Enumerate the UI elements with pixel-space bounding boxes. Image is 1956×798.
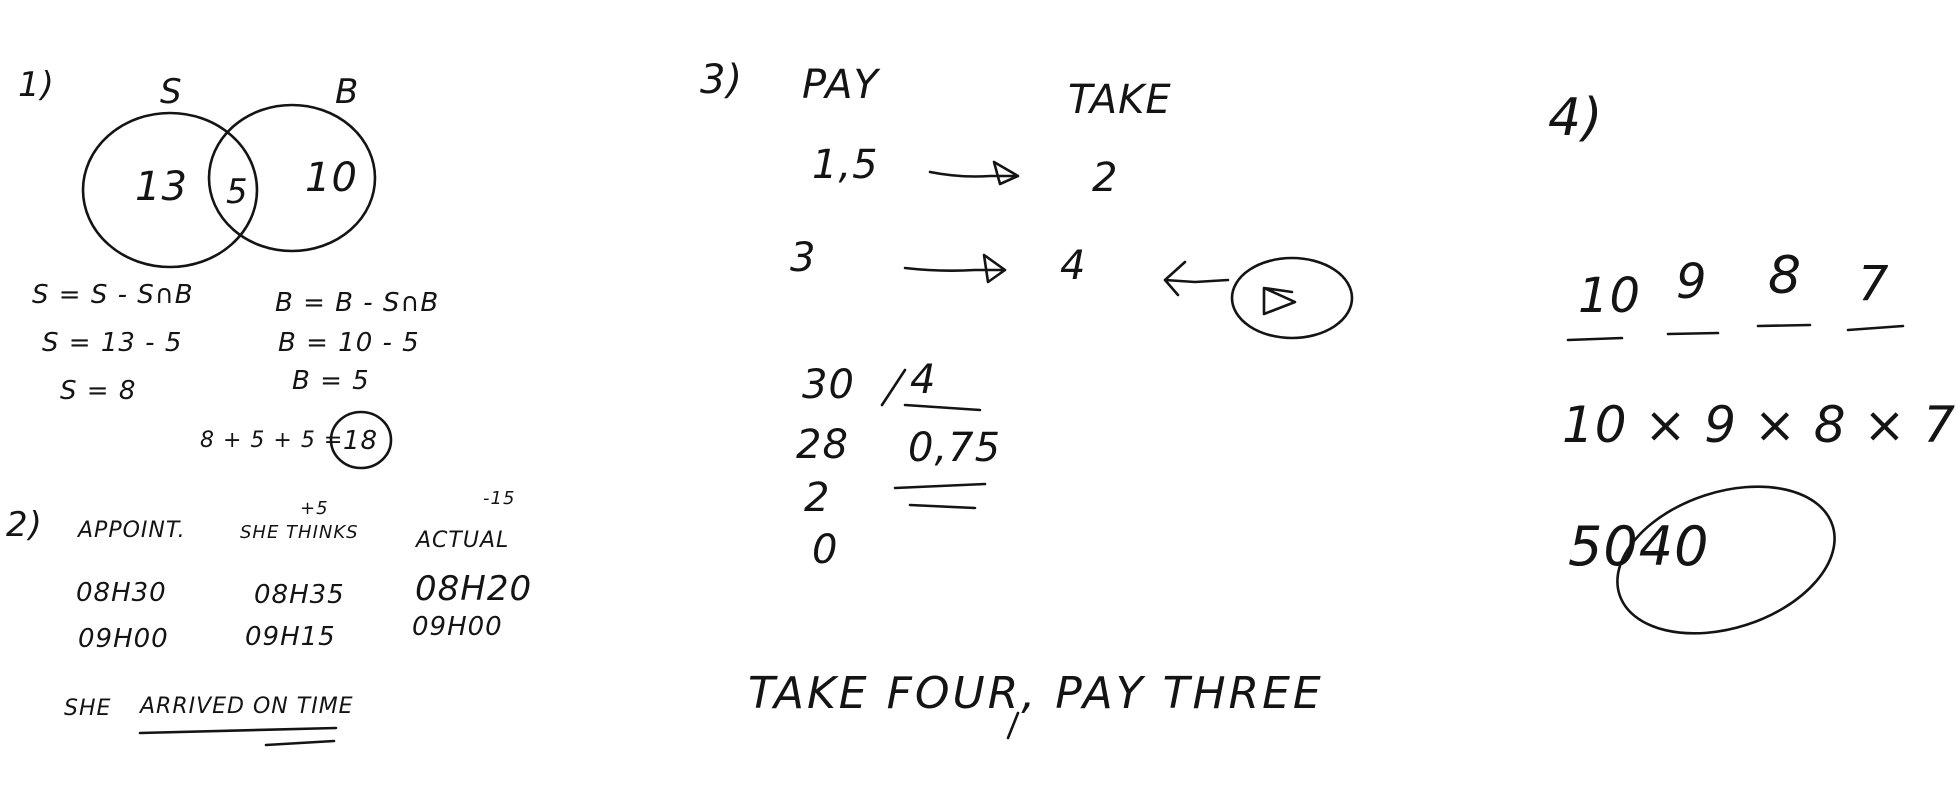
sum-result: 18 — [343, 426, 379, 456]
problem3-number: 3) — [700, 57, 744, 103]
s-equation-line-2: S = 13 - 5 — [42, 328, 183, 358]
problem4-answer: 5040 — [1568, 515, 1710, 578]
slot-underline-2 — [1668, 333, 1718, 334]
header-pay: PAY — [802, 62, 879, 108]
arrow-left-pointer — [1165, 262, 1228, 295]
conclusion-prefix: SHE — [64, 696, 112, 721]
division-quotient: 0,75 — [908, 425, 1002, 471]
row2-appoint: 09H00 — [78, 624, 169, 654]
division-step1: 28 — [796, 422, 849, 468]
row2-she-thinks: 09H15 — [245, 622, 336, 652]
b-equation-line-1: B = B - S∩B — [275, 288, 440, 318]
venn-region-s-only: 13 — [135, 164, 188, 210]
underline-arrived-2 — [266, 741, 334, 745]
venn-region-b-only: 10 — [305, 155, 358, 201]
problem2-number: 2) — [6, 505, 43, 545]
arrow-row1 — [930, 162, 1018, 184]
slot-4: 7 — [1858, 256, 1890, 312]
slot-underline-3 — [1758, 325, 1810, 326]
header-actual: ACTUAL — [416, 528, 510, 553]
venn-label-s: S — [160, 72, 183, 112]
circled-triangle — [1264, 288, 1295, 314]
row1-pay: 1,5 — [812, 142, 879, 188]
circled-arrow-symbol — [1232, 258, 1352, 338]
slot-1: 10 — [1578, 268, 1642, 324]
s-equation-line-3: S = 8 — [60, 376, 137, 406]
row2-actual: 09H00 — [412, 612, 503, 642]
b-equation-line-3: B = 5 — [292, 366, 370, 396]
slot-underline-1 — [1568, 338, 1622, 340]
division-remainder-1: 2 — [804, 475, 831, 521]
conclusion-underlined: ARRIVED ON TIME — [140, 694, 354, 719]
row2-pay: 3 — [790, 235, 817, 281]
row1-appoint: 08H30 — [76, 578, 167, 608]
slot-underline-4 — [1848, 326, 1903, 330]
offset-actual: -15 — [483, 488, 516, 509]
row2-take: 4 — [1060, 243, 1087, 289]
offset-she-thinks: +5 — [300, 498, 329, 519]
slot-2: 9 — [1676, 254, 1708, 310]
s-equation-line-1: S = S - S∩B — [32, 280, 194, 310]
b-equation-line-2: B = 10 - 5 — [278, 328, 420, 358]
row1-actual: 08H20 — [415, 569, 533, 609]
division-dividend: 30 — [802, 362, 855, 408]
quotient-underline-1 — [895, 484, 985, 488]
quotient-underline-2 — [910, 505, 975, 508]
venn-region-intersection: 5 — [226, 172, 249, 212]
division-remainder-2: 0 — [812, 527, 839, 573]
product-expression: 10 × 9 × 8 × 7 — [1562, 396, 1956, 454]
arrow-row2 — [905, 255, 1005, 282]
header-appoint: APPOINT. — [78, 518, 186, 543]
problem4-number: 4) — [1548, 88, 1604, 148]
header-she-thinks: SHE THINKS — [240, 522, 359, 543]
slot-3: 8 — [1768, 246, 1803, 306]
venn-label-b: B — [335, 72, 360, 112]
row1-she-thinks: 08H35 — [254, 580, 345, 610]
problem1-number: 1) — [18, 65, 55, 105]
sum-expression: 8 + 5 + 5 = — [200, 428, 344, 453]
underline-arrived-1 — [140, 728, 336, 733]
division-divisor: 4 — [910, 357, 937, 403]
row1-take: 2 — [1092, 155, 1119, 201]
problem3-conclusion: TAKE FOUR, PAY THREE — [748, 668, 1324, 719]
header-take: TAKE — [1068, 77, 1172, 123]
